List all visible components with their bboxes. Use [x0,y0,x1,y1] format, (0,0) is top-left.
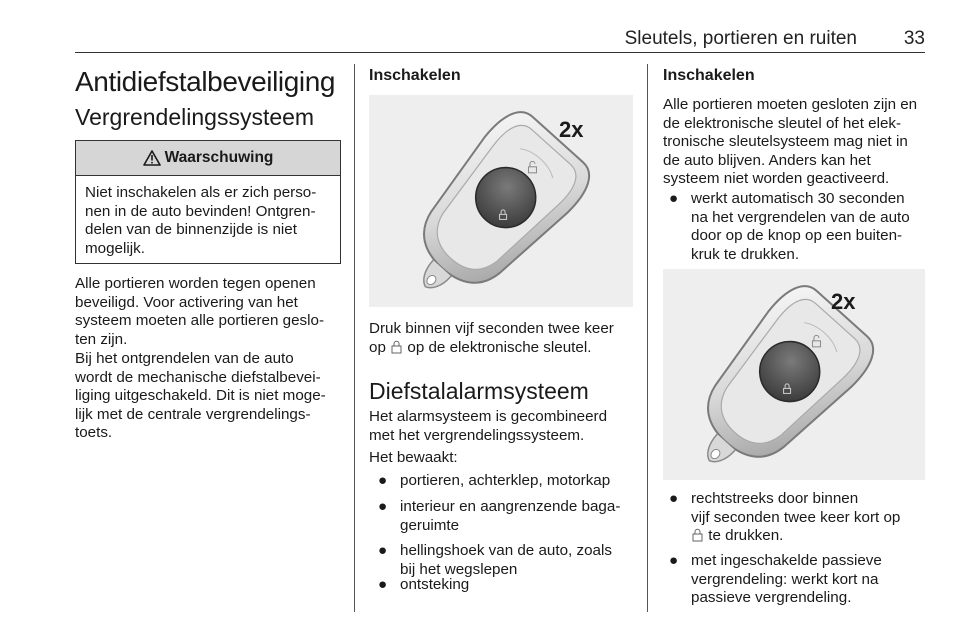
text-fragment: te drukken. [708,527,784,544]
warning-text [76,176,340,266]
text-line: de elektronische sleutel of het elek- [663,114,902,132]
text-line: werkt automatisch 30 seconden [691,190,905,207]
bullet-dot: ● [378,576,388,593]
text-line [691,527,900,546]
subsection-heading: Inschakelen [369,67,461,84]
text-line: rechtstreeks door binnen [691,490,859,507]
figure-label-2x: 2x [831,289,856,314]
key-fob-illustration [663,269,925,480]
text-line: systeem niet worden geactiveerd. [663,170,890,187]
lock-icon [391,340,402,354]
warning-line: mogelijk. [85,239,145,257]
text-line: passieve vergrendeling. [691,589,852,606]
warning-box [75,140,341,264]
text-line: met het vergrendelingssysteem. [369,426,585,444]
list-item-text [691,552,882,608]
list-item-text [400,498,620,535]
text-line: geruimte [400,516,460,534]
key-fob-drawing [369,95,633,307]
text-line: portieren, achterklep, motorkap [400,472,611,489]
bullet-dot: ● [669,490,679,507]
paragraph [75,350,355,443]
text-line: lijk met de centrale vergrendelings- [75,405,311,423]
column-divider [647,64,648,612]
text-line: Druk binnen vijf seconden twee keer [369,320,614,337]
list-item-text [691,490,900,546]
text-line: door op de knop op een buiten- [691,227,903,244]
bullet-dot: ● [669,552,679,569]
text-line: de auto blijven. Anders kan het [663,151,871,169]
text-line: Het alarmsysteem is gecombineerd [369,408,608,425]
warning-line: nen in de auto bevinden! Ontgren- [85,202,316,220]
list-item-text [400,542,612,579]
key-fob-drawing [663,269,925,480]
text-line [369,339,639,358]
key-fob-illustration [369,95,633,307]
text-line: met ingeschakelde passieve [691,552,882,569]
text-line: Bij het ontgrendelen van de auto [75,350,294,367]
text-line: interieur en aangrenzende baga- [400,498,621,515]
subsection-heading: Inschakelen [663,67,755,84]
warning-line: delen van de binnenzijde is niet [85,221,297,238]
text-line: ten zijn. [75,330,128,348]
bullet-dot: ● [378,542,388,559]
warning-header [76,141,340,176]
text-line: tronische sleutelsysteem mag niet in [663,133,908,150]
running-title: Sleutels, portieren en ruiten [624,28,857,49]
warning-triangle-icon [143,150,161,166]
text-line: liging uitgeschakeld. Dit is niet moge- [75,387,326,404]
paragraph [369,408,639,445]
figure-caption [369,320,639,357]
paragraph [663,96,938,189]
paragraph [75,275,355,349]
section-subtitle: Vergrendelingssysteem [75,104,315,130]
text-line: bij het wegslepen [400,560,518,578]
text-line: na het vergrendelen van de auto [691,208,910,226]
text-line: vergrendeling: werkt kort na [691,570,879,588]
text-fragment: op de elektronische sleutel. [407,338,592,356]
section-title: Diefstalalarmsysteem [369,378,589,404]
lock-icon [692,528,703,542]
list-item-text [400,472,610,491]
page-number: 33 [903,28,925,49]
text-line: Alle portieren moeten gesloten zijn en [663,96,918,113]
text-line: kruk te drukken. [691,245,800,263]
text-line: Alle portieren worden tegen openen [75,275,316,292]
text-line: ontsteking [400,576,470,593]
text-line: systeem moeten alle portieren geslo- [75,312,325,329]
text-fragment: op [369,338,386,356]
list-item-text [691,190,910,264]
text-line: toets. [75,424,113,441]
text-line: vijf seconden twee keer kort op [691,508,901,526]
warning-label: Waarschuwing [164,149,274,166]
bullet-dot: ● [378,498,388,515]
bullet-dot: ● [669,190,679,207]
page-header [75,27,925,53]
text-line: hellingshoek van de auto, zoals [400,542,612,559]
section-title: Antidiefstalbeveiliging [75,66,336,97]
text-line: beveiligd. Voor activering van het [75,293,298,311]
list-item-text [400,576,469,595]
text-line: wordt de mechanische diefstalbevei- [75,368,321,386]
figure-label-2x: 2x [559,117,584,142]
paragraph: Het bewaakt: [369,449,458,466]
warning-line: Niet inschakelen als er zich perso- [85,184,317,201]
bullet-dot: ● [378,472,388,489]
